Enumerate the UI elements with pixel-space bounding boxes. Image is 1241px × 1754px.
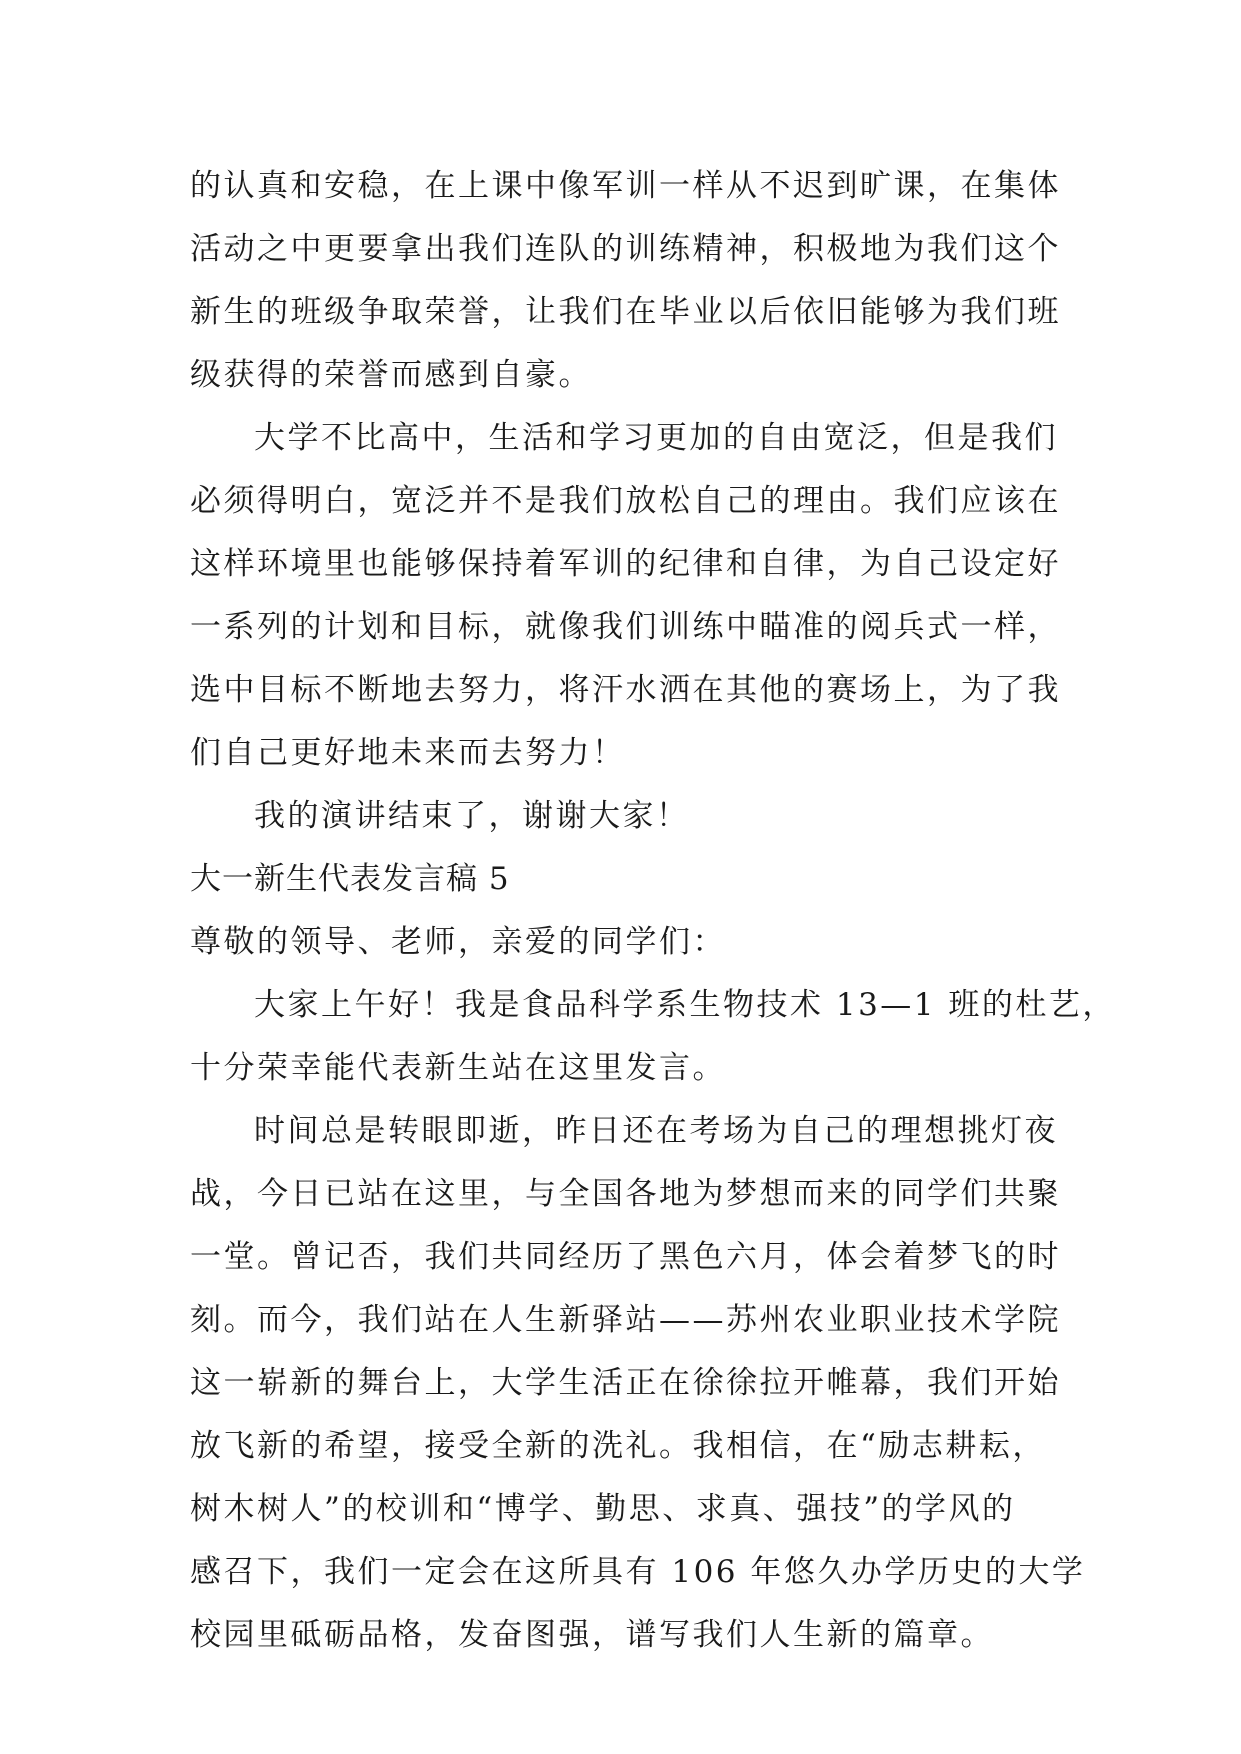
- text-line: 的认真和安稳，在上课中像军训一样从不迟到旷课，在集体: [190, 168, 1061, 204]
- document-page: [190, 155, 1116, 1667]
- text-line: 选中目标不断地去努力，将汗水洒在其他的赛场上，为了我: [190, 672, 1061, 708]
- text-line: 必须得明白，宽泛并不是我们放松自己的理由。我们应该在: [190, 483, 1061, 519]
- text-line: 树木树人”的校训和“博学、勤思、求真、强技”的学风的: [190, 1491, 1016, 1527]
- closing-line: 我的演讲结束了，谢谢大家！: [254, 798, 690, 834]
- text-line: 放飞新的希望，接受全新的洗礼。我相信，在“励志耕耘，: [190, 1428, 1046, 1464]
- text-line: 级获得的荣誉而感到自豪。: [190, 357, 592, 393]
- text-line: 一堂。曾记否，我们共同经历了黑色六月，体会着梦飞的时: [190, 1239, 1061, 1275]
- text-line: 这一崭新的舞台上，大学生活正在徐徐拉开帷幕，我们开始: [190, 1365, 1061, 1401]
- text-line: 战，今日已站在这里，与全国各地为梦想而来的同学们共聚: [190, 1176, 1061, 1212]
- text-line: 活动之中更要拿出我们连队的训练精神，积极地为我们这个: [190, 231, 1061, 267]
- section-heading: 大一新生代表发言稿 5: [190, 861, 510, 897]
- text-line: 这样环境里也能够保持着军训的纪律和自律，为自己设定好: [190, 546, 1061, 582]
- paragraph-first-line: 大学不比高中，生活和学习更加的自由宽泛，但是我们: [254, 420, 1058, 456]
- salutation: 尊敬的领导、老师，亲爱的同学们：: [190, 924, 726, 960]
- paragraph-first-line: 时间总是转眼即逝，昨日还在考场为自己的理想挑灯夜: [254, 1113, 1058, 1149]
- text-line: 一系列的计划和目标，就像我们训练中瞄准的阅兵式一样，: [190, 609, 1061, 645]
- text-line: 刻。而今，我们站在人生新驿站——苏州农业职业技术学院: [190, 1302, 1061, 1338]
- text-line: 十分荣幸能代表新生站在这里发言。: [190, 1050, 726, 1086]
- text-line: 校园里砥砺品格，发奋图强，谱写我们人生新的篇章。: [190, 1617, 994, 1653]
- text-line: 们自己更好地未来而去努力！: [190, 735, 626, 771]
- text-line: 新生的班级争取荣誉，让我们在毕业以后依旧能够为我们班: [190, 294, 1061, 330]
- text-line: 感召下，我们一定会在这所具有 106 年悠久办学历史的大学: [190, 1554, 1086, 1590]
- paragraph-first-line: 大家上午好！我是食品科学系生物技术 13—1 班的杜艺，: [254, 987, 1116, 1023]
